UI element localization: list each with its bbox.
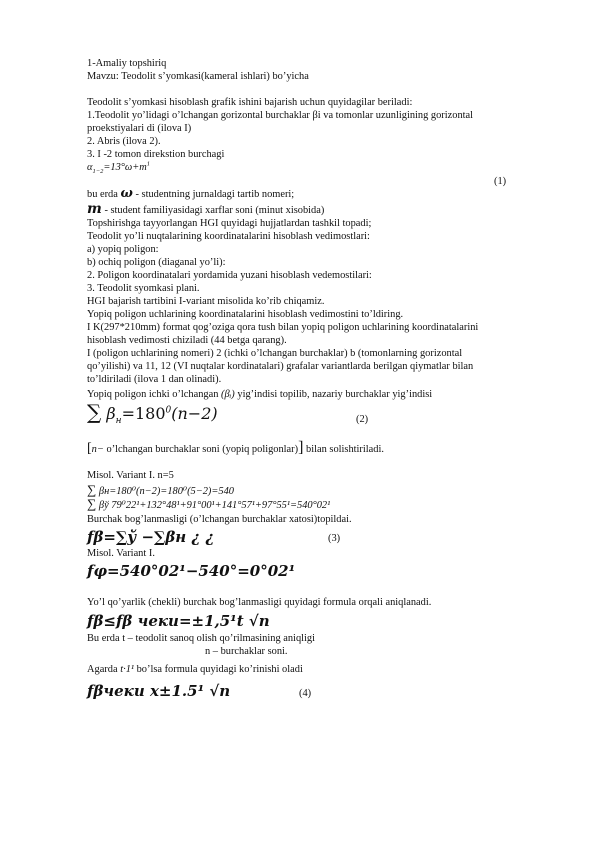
equation-4-number: (4) (299, 688, 312, 699)
chekli-line: Yo’l qo’yarlik (chekli) burchak bog’lanmasligi quyidagi formula orqali aniqlanadi. (87, 597, 432, 608)
vedomost-line: Teodolit yo’li nuqtalarining koordinatalarini hisoblash vedimostlari: (87, 231, 370, 242)
eq1-sup: 1 (146, 160, 151, 168)
document-title: 1-Amaliy topshiriq (87, 58, 167, 69)
misol-2: Misol. Variant I. (87, 548, 155, 559)
yopiq-line: Yopiq poligon uchlarining koordinatalarini hisoblash vedimostini to’ldiring. (87, 309, 404, 320)
para-i-line-1: I (poligon uchlarining nomeri) 2 (ichki o’lchangan burchaklar) b (tomonlarning gorizontal (87, 348, 463, 359)
xato-line: Burchak bog’lanmasligi (o’lchangan burchaklar xatosi)topildai. (87, 514, 352, 525)
agarda-t: t·1¹ (120, 664, 134, 675)
agarda-line (87, 664, 547, 676)
para-k-line-1: I K(297*210mm) format qog’oziga qora tush bilan yopiq poligon uchlarining koordinatalarini (87, 322, 479, 333)
sum-1 (87, 484, 547, 498)
sum-2-sigma: ∑ (87, 496, 97, 511)
sum-2 (87, 498, 547, 512)
m-post: - student familiyasidagi xarflar soni (minut xisobida) (104, 205, 325, 216)
equation-chekli: fβ≤fβ чеки=±1,5¹t √n (87, 612, 270, 630)
agarda-pre: Agarda (87, 664, 118, 675)
item-1-line-a: 1.Teodolit yo’lidagi o’lchangan gorizontal burchaklar βi va tomonlar uzunligining gorizontal (87, 110, 474, 121)
eq1-sub: 1−2 (92, 168, 104, 176)
list-2: 2. Poligon koordinatalari yordamida yuzani hisoblash vedemostilari: (87, 270, 372, 281)
eq2-lhs: β (106, 404, 116, 423)
equation-3-number: (3) (328, 533, 341, 544)
sum-1-sigma: ∑ (87, 482, 97, 497)
para-i-line-2: qo’yilishi) va 11, 12 (VI nuqtalar kordinatalari) grafalar variantlarda berilgan qiymatlar bilan (87, 361, 474, 372)
equation-2 (87, 400, 547, 427)
omega-pre: bu erda (87, 189, 118, 200)
eq2-rhs: =180 (121, 404, 166, 423)
close-bracket: ] (298, 439, 304, 456)
sigma-symbol: ∑ (87, 400, 102, 424)
ichki-beta: (βᵢ) (221, 389, 235, 400)
m-definition (87, 203, 547, 217)
sum-2-text: βў 79⁰22¹+132°48¹+91°00¹+141°57¹+97°55¹=540°02¹ (98, 500, 331, 511)
eq1-lhs: α (87, 162, 93, 173)
item-1-line-b: proekstiyalari di (ilova I) (87, 123, 192, 134)
bracket-line (87, 439, 547, 456)
omega-post: - studentning jurnaldagi tartib nomeri; (135, 189, 295, 200)
hgi-line: HGI bajarish tartibini I-variant misolida ko’rib chiqamiz. (87, 296, 325, 307)
list-a: a) yopiq poligon: (87, 244, 159, 255)
equation-4: fβчеки x±1.5¹ √n (87, 682, 231, 700)
bracket-pre: n− (91, 444, 104, 455)
para-k-line-2: hisoblash vedimosti chiziladi (44 betga qarang). (87, 335, 287, 346)
eq1-rhs: =13°ω+m (103, 162, 147, 173)
ichki-post: yig’indisi topilib, nazariy burchaklar yig’indisi (237, 389, 433, 400)
equation-3: fβ=∑ў −∑βн ¿ ¿ (87, 528, 215, 546)
bracket-text: o’lchangan burchaklar soni (yopiq poligonlar) (106, 444, 299, 455)
list-3: 3. Teodolit syomkasi plani. (87, 283, 200, 294)
ichki-line (87, 389, 547, 401)
eq2-sup: 0 (165, 405, 172, 416)
omega-definition (87, 188, 547, 201)
equation-1 (87, 162, 547, 174)
para-i-line-3: to’ldiriladi (ilova 1 dan olinadi). (87, 374, 222, 385)
topshirish-line: Topshirishga tayyorlangan HGI quyidagi hujjatlardan tashkil topadi; (87, 218, 372, 229)
equation-fphi: fφ=540°02¹−540°=0°02¹ (87, 562, 296, 580)
omega-symbol: ω (120, 186, 133, 201)
intro-text: Teodolit s’yomkasi hisoblash grafik ishini bajarish uchun quyidagilar beriladi: (87, 97, 413, 108)
item-3: 3. I -2 tomon direkstion burchagi (87, 149, 225, 160)
equation-1-number: (1) (494, 176, 507, 187)
n-definition: n – burchaklar soni. (205, 646, 288, 657)
agarda-post: bo’lsa formula quyidagi ko’rinishi oladi (136, 664, 303, 675)
open-bracket: [ (87, 441, 92, 456)
misol-1: Misol. Variant I. n=5 (87, 470, 174, 481)
item-2: 2. Abris (ilova 2). (87, 136, 161, 147)
ichki-pre: Yopiq poligon ichki o’lchangan (87, 389, 219, 400)
eq2-tail: (n−2) (171, 404, 218, 423)
eq2-sub: н (115, 416, 122, 427)
equation-2-number: (2) (356, 414, 369, 425)
sum-1-text: βн=180⁰(n−2)=180⁰(5−2)=540 (98, 486, 234, 497)
document-subject: Mavzu: Teodolit s’yomkasi(kameral ishlari) bo’yicha (87, 71, 309, 82)
m-symbol: m (87, 201, 102, 217)
bracket-post: bilan solishtiriladi. (306, 444, 384, 455)
t-definition: Bu erda t – teodolit sanoq olish qo’rilmasining aniqligi (87, 633, 315, 644)
list-b: b) ochiq poligon (diaganal yo’li): (87, 257, 226, 268)
